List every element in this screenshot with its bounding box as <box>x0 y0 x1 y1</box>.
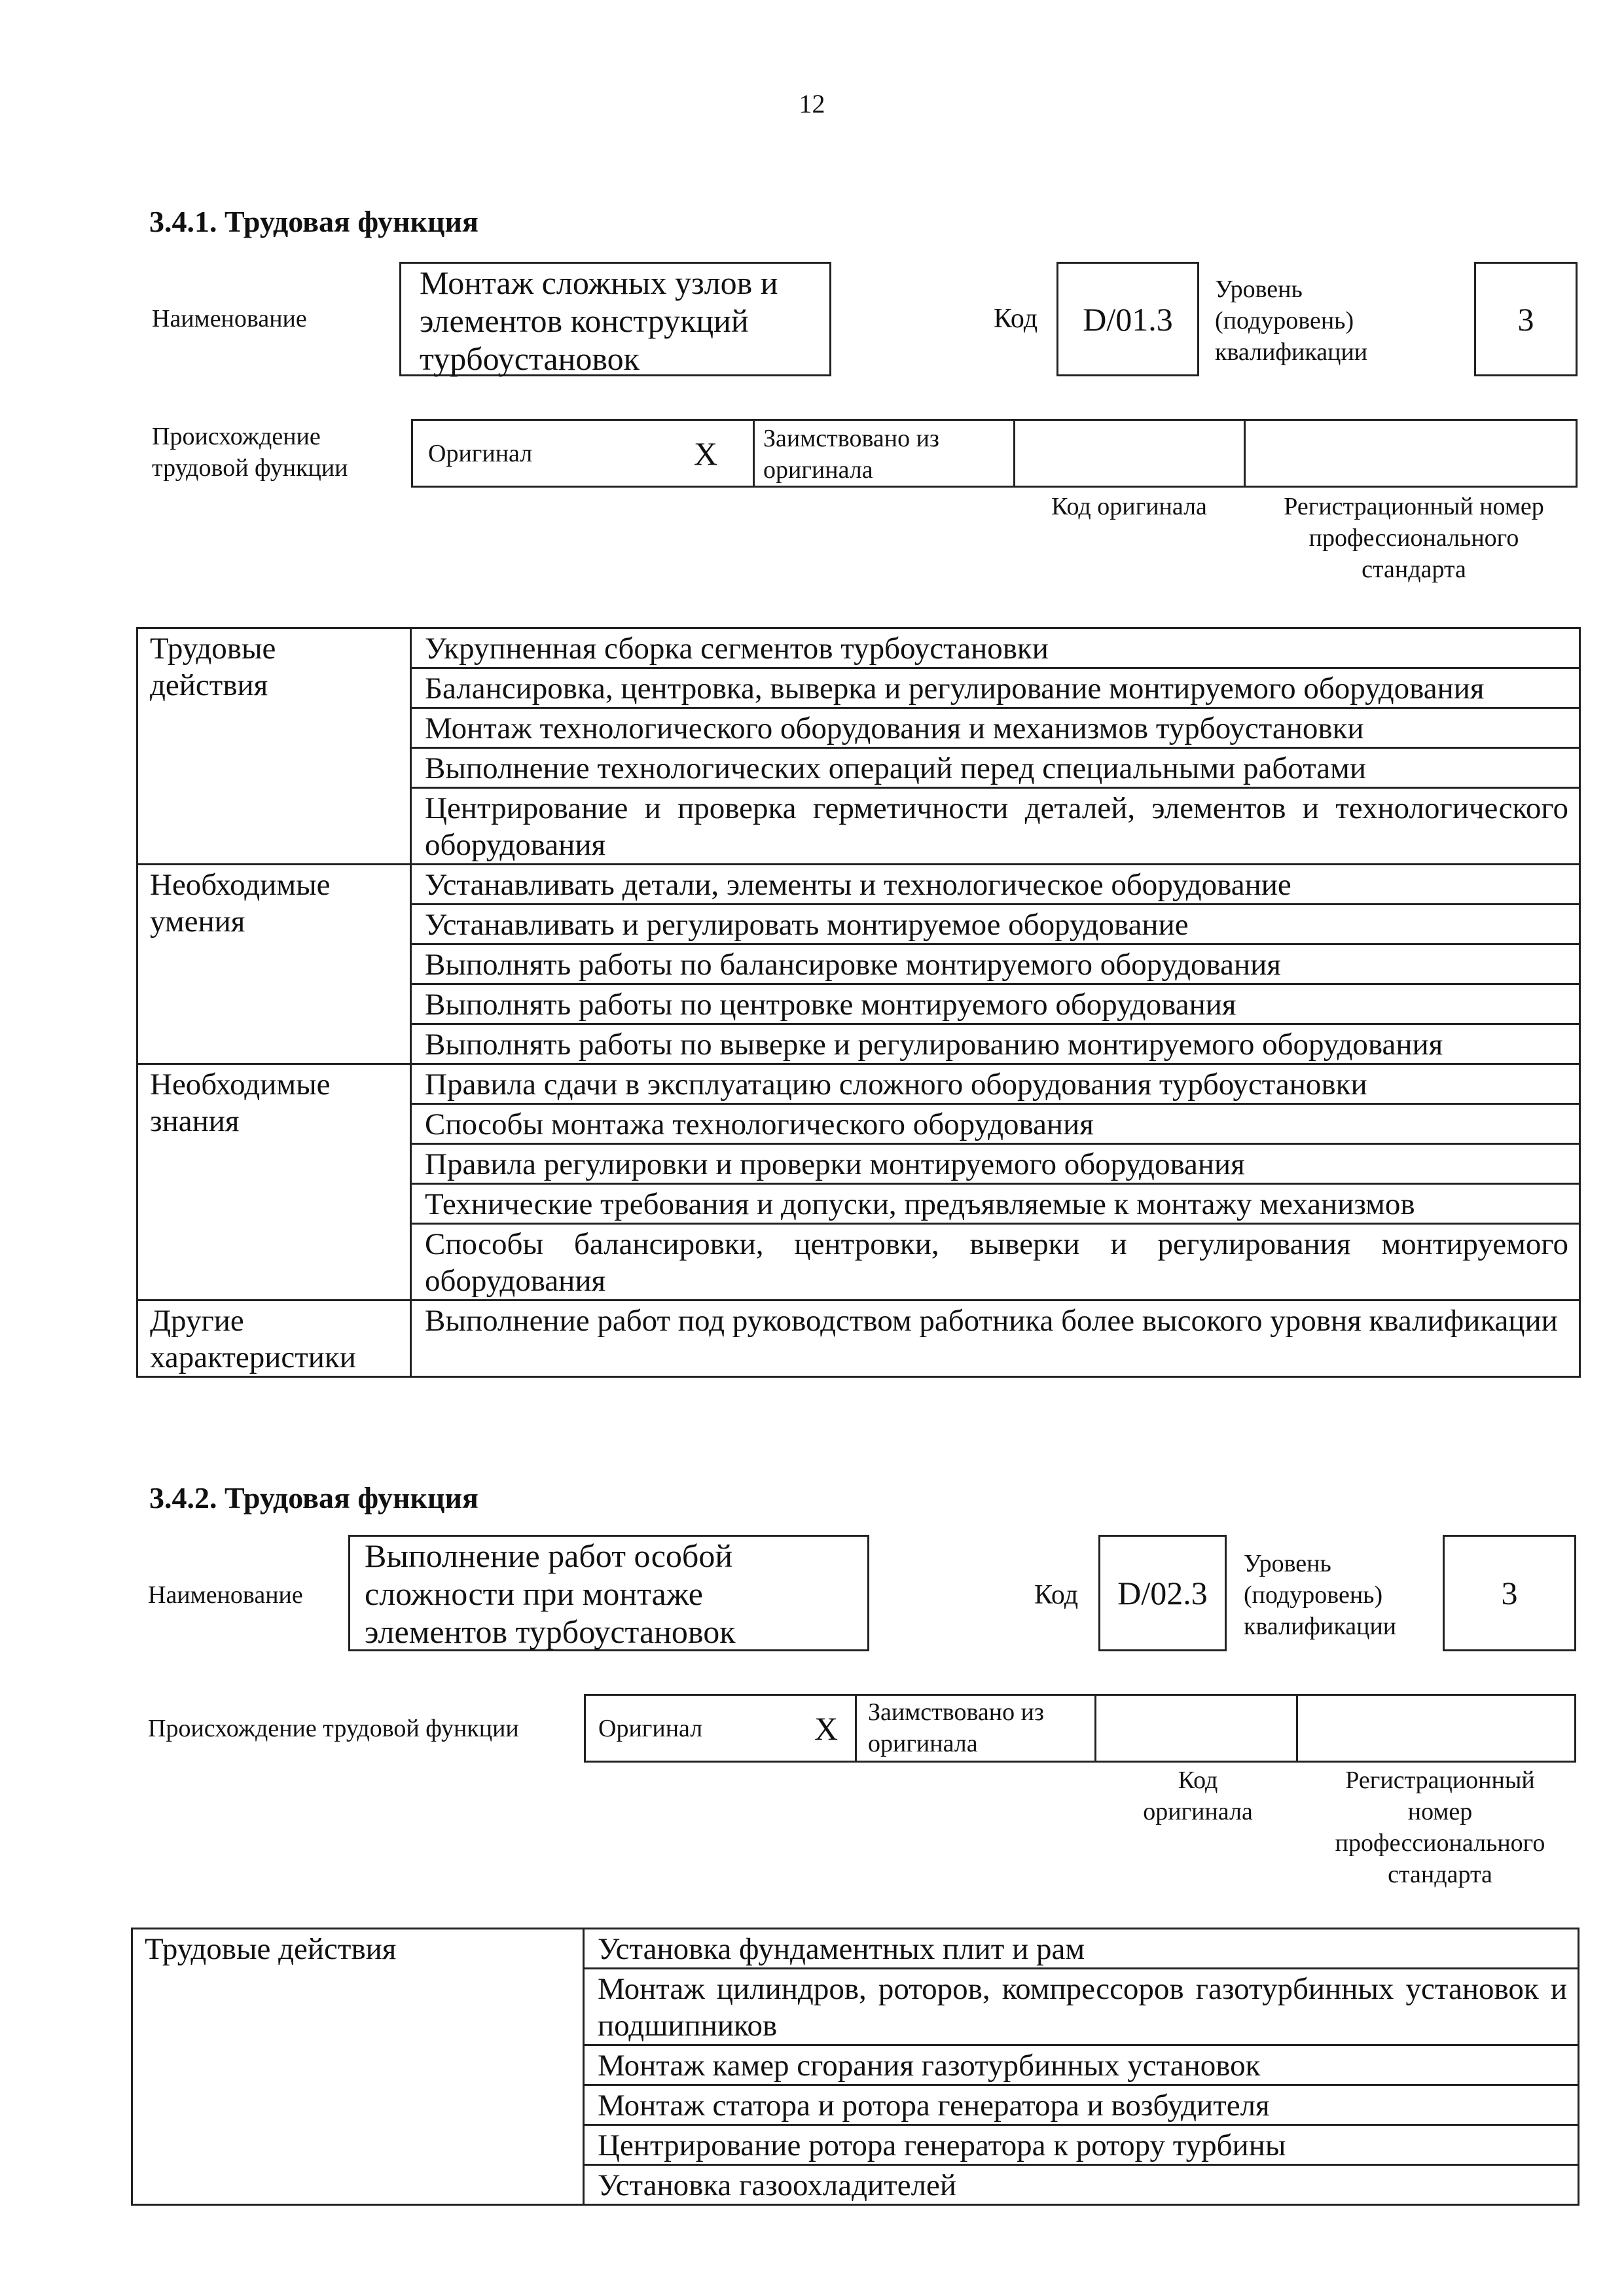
table-cell: Укрупненная сборка сегментов турбоустановки <box>411 628 1580 668</box>
table-cell: Центрирование ротора генератора к ротору турбины <box>584 2125 1579 2165</box>
category-label-line: Другие <box>150 1304 244 1338</box>
original-label: Оригинал <box>598 1714 703 1742</box>
table-cell: Способы монтажа технологического оборудования <box>411 1104 1580 1144</box>
code-original-caption <box>1100 1765 1296 1827</box>
origin-label <box>152 421 348 484</box>
level-label <box>1215 274 1367 368</box>
table-cell: Устанавливать и регулировать монтируемое оборудование <box>411 905 1580 944</box>
table-row <box>137 1300 1580 1377</box>
borrowed-label-line: Заимствовано из <box>868 1698 1044 1726</box>
category-cell <box>137 1300 411 1377</box>
category-label-line: умения <box>150 905 245 939</box>
table-cell: Выполнять работы по балансировке монтируемого оборудования <box>411 944 1580 984</box>
category-cell <box>137 1064 411 1300</box>
table-row <box>137 865 1580 905</box>
table-cell: Выполнять работы по выверке и регулированию монтируемого оборудования <box>411 1024 1580 1064</box>
table-row <box>137 1064 1580 1104</box>
level-label-line: квалификации <box>1244 1613 1397 1640</box>
code-label: Код <box>994 304 1038 334</box>
reg-number-caption-line: Регистрационный <box>1345 1767 1535 1794</box>
original-mark: X <box>693 435 718 472</box>
original-mark: X <box>814 1710 839 1747</box>
function-name-box <box>348 1535 869 1651</box>
labor-function-table-2 <box>131 1928 1579 2206</box>
name-label: Наименование <box>148 1581 303 1609</box>
reg-number-caption-line: стандарта <box>1388 1861 1492 1888</box>
origin-label-line: трудовой функции <box>152 454 348 482</box>
table-cell: Выполнение технологических операций перед специальными работами <box>411 748 1580 788</box>
function-name-line: Выполнение работ особой <box>365 1537 733 1574</box>
level-label-line: (подуровень) <box>1215 307 1354 334</box>
reg-number-caption-line: профессионального <box>1308 524 1519 552</box>
table-cell: Установка фундаментных плит и рам <box>584 1929 1579 1969</box>
reg-number-caption <box>1303 1765 1578 1890</box>
table-cell: Выполнение работ под руководством работника более высокого уровня квалификации <box>411 1300 1580 1377</box>
table-cell: Способы балансировки, центровки, выверки и регулирования монтируемого оборудования <box>411 1224 1580 1300</box>
category-cell: Трудовые действия <box>132 1929 584 2205</box>
section-heading-3-4-2: 3.4.2. Трудовая функция <box>149 1481 478 1515</box>
function-name-line: турбоустановок <box>420 340 640 377</box>
category-label-line: Необходимые <box>150 1067 331 1102</box>
category-label-line: Трудовые <box>150 632 276 666</box>
page-number: 12 <box>799 89 825 118</box>
original-label: Оригинал <box>428 439 533 467</box>
code-original-caption-line: оригинала <box>1143 1798 1253 1825</box>
reg-number-caption-line: стандарта <box>1362 556 1466 583</box>
reg-number-caption-line: номер <box>1407 1798 1473 1825</box>
category-label-line: знания <box>150 1104 240 1138</box>
level-label-line: квалификации <box>1215 338 1368 366</box>
origin-label: Происхождение трудовой функции <box>148 1715 519 1742</box>
table-cell: Устанавливать детали, элементы и технологическое оборудование <box>411 865 1580 905</box>
table-cell: Центрирование и проверка герметичности деталей, элементов и технологического оборудования <box>411 788 1580 865</box>
level-label-line: Уровень <box>1244 1550 1331 1577</box>
function-name-line: элементов конструкций <box>420 302 749 339</box>
level-label <box>1244 1548 1396 1642</box>
category-label-line: действия <box>150 668 268 702</box>
name-label: Наименование <box>152 305 307 332</box>
level-label-line: Уровень <box>1215 276 1303 303</box>
table-cell: Балансировка, центровка, выверка и регулирование монтируемого оборудования <box>411 668 1580 708</box>
level-value-box: 3 <box>1443 1535 1576 1651</box>
level-value-box: 3 <box>1474 262 1578 376</box>
table-cell: Монтаж камер сгорания газотурбинных установок <box>584 2045 1579 2085</box>
origin-label-line: Происхождение <box>152 423 321 450</box>
function-name-line: Монтаж сложных узлов и <box>420 264 778 301</box>
table-cell: Технические требования и допуски, предъявляемые к монтажу механизмов <box>411 1184 1580 1224</box>
section-heading-3-4-1: 3.4.1. Трудовая функция <box>149 205 478 238</box>
divider <box>855 1694 857 1763</box>
table-row <box>137 628 1580 668</box>
labor-function-table-1 <box>136 627 1581 1378</box>
table-cell: Правила регулировки и проверки монтируемого оборудования <box>411 1144 1580 1184</box>
function-name-box <box>399 262 831 376</box>
borrowed-label <box>868 1696 1044 1759</box>
table-cell: Монтаж цилиндров, роторов, компрессоров газотурбинных установок и подшипников <box>584 1969 1579 2045</box>
table-row <box>132 1929 1579 1969</box>
table-cell: Монтаж технологического оборудования и механизмов турбоустановки <box>411 708 1580 748</box>
borrowed-label-line: оригинала <box>868 1730 978 1757</box>
table-cell: Правила сдачи в эксплуатацию сложного оборудования турбоустановки <box>411 1064 1580 1104</box>
reg-number-caption <box>1250 491 1578 585</box>
category-cell <box>137 865 411 1064</box>
code-value-box: D/01.3 <box>1056 262 1199 376</box>
category-cell <box>137 628 411 865</box>
function-name-line: элементов турбоустановок <box>365 1613 736 1650</box>
level-label-line: (подуровень) <box>1244 1581 1383 1609</box>
table-cell: Монтаж статора и ротора генератора и возбудителя <box>584 2085 1579 2125</box>
table-cell: Выполнять работы по центровке монтируемого оборудования <box>411 984 1580 1024</box>
divider <box>1296 1694 1298 1763</box>
function-name-line: сложности при монтаже <box>365 1575 703 1612</box>
divider <box>1244 419 1246 488</box>
code-original-caption-line: Код <box>1178 1767 1218 1794</box>
divider <box>753 419 755 488</box>
borrowed-label <box>763 423 939 486</box>
code-label: Код <box>1034 1580 1079 1610</box>
reg-number-caption-line: профессионального <box>1335 1829 1545 1857</box>
borrowed-label-line: Заимствовано из <box>763 425 939 452</box>
table-cell: Установка газоохладителей <box>584 2165 1579 2205</box>
code-original-caption: Код оригинала <box>1051 493 1207 520</box>
reg-number-caption-line: Регистрационный номер <box>1284 493 1544 520</box>
category-label-line: Необходимые <box>150 868 331 902</box>
divider <box>1094 1694 1096 1763</box>
divider <box>1013 419 1015 488</box>
borrowed-label-line: оригинала <box>763 456 873 484</box>
category-label-line: характеристики <box>150 1340 356 1374</box>
code-value-box: D/02.3 <box>1098 1535 1227 1651</box>
